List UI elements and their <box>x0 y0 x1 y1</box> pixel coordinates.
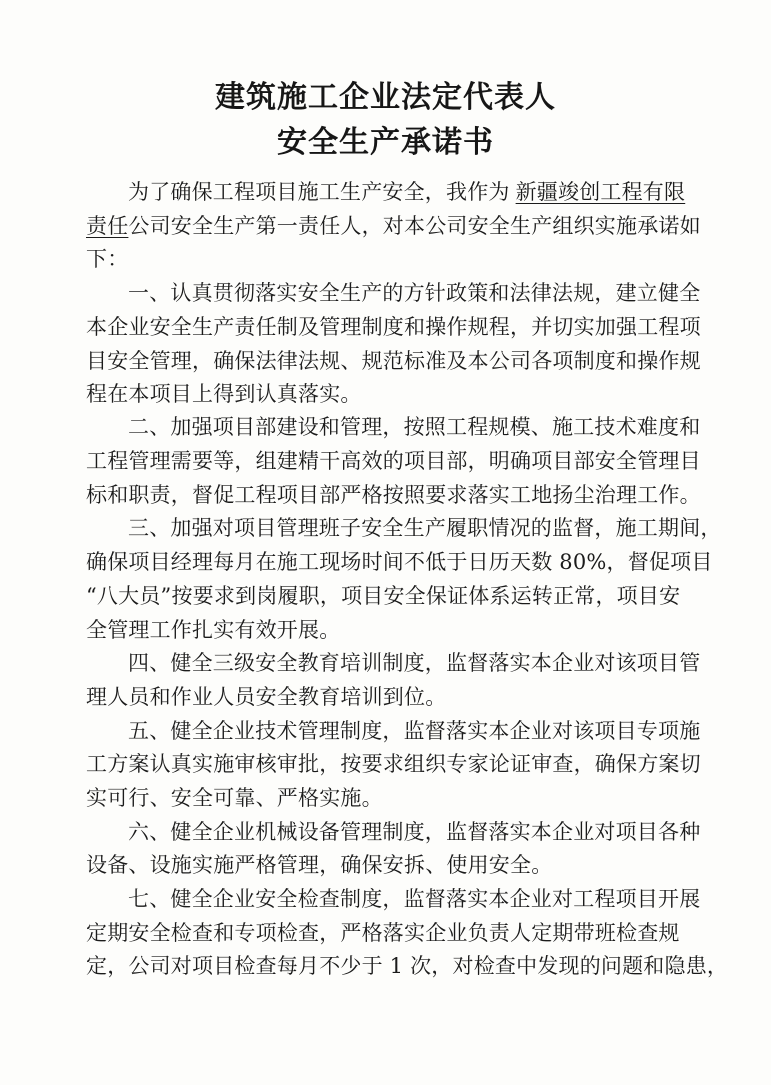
company-name-part-2: 责任 <box>86 214 129 238</box>
p6-line-1: 六、健全企业机械设备管理制度，监督落实本企业对项目各种 <box>128 820 701 844</box>
document-title-line-2: 安全生产承诺书 <box>277 125 494 160</box>
p1-line-2: 本企业安全生产责任制及管理制度和操作规程，并切实加强工程项 <box>86 315 701 339</box>
intro-line-1 <box>128 176 685 206</box>
p7-line-1: 七、健全企业安全检查制度，监督落实本企业对工程项目开展 <box>128 887 701 911</box>
company-name-part-1: 新疆竣创工程有限 <box>515 180 686 204</box>
p7-line-3: 定，公司对项目检查每月不少于 1 次，对检查中发现的问题和隐患， <box>86 954 729 978</box>
p6-line-2: 设备、设施实施严格管理，确保安拆、使用安全。 <box>86 853 553 877</box>
p2-line-2: 工程管理需要等，组建精干高效的项目部，明确项目部安全管理目 <box>86 449 701 473</box>
p1-line-1: 一、认真贯彻落实安全生产的方针政策和法律法规，建立健全 <box>128 281 701 305</box>
p2-line-3: 标和职责，督促工程项目部严格按照要求落实工地扬尘治理工作。 <box>86 483 701 507</box>
intro-suffix: 公司安全生产第一责任人，对本公司安全生产组织实施承诺如 <box>128 214 701 238</box>
p4-line-2: 理人员和作业人员安全教育培训到位。 <box>86 685 447 709</box>
p3-line-1: 三、加强对项目管理班子安全生产履职情况的监督，施工期间， <box>128 516 722 540</box>
p3-line-4: 全管理工作扎实有效开展。 <box>86 618 341 642</box>
p2-line-1: 二、加强项目部建设和管理，按照工程规模、施工技术难度和 <box>128 415 701 439</box>
p7-line-2: 定期安全检查和专项检查，严格落实企业负责人定期带班检查规 <box>86 921 680 945</box>
intro-prefix: 为了确保工程项目施工生产安全，我作为 <box>128 180 510 204</box>
p3-line-3: “八大员”按要求到岗履职，项目安全保证体系运转正常，项目安 <box>86 584 681 608</box>
p1-line-4: 程在本项目上得到认真落实。 <box>86 382 362 406</box>
p5-line-2: 工方案认真实施审核审批，按要求组织专家论证审查，确保方案切 <box>86 752 701 776</box>
document-title-line-1: 建筑施工企业法定代表人 <box>215 80 556 115</box>
p5-line-1: 五、健全企业技术管理制度，监督落实本企业对该项目专项施 <box>128 719 701 743</box>
intro-line-2 <box>86 210 701 240</box>
intro-line-3: 下： <box>86 247 129 271</box>
p3-line-2: 确保项目经理每月在施工现场时间不低于日历天数 80%，督促项目 <box>86 550 713 574</box>
p5-line-3: 实可行、安全可靠、严格实施。 <box>86 786 383 810</box>
p1-line-3: 目安全管理，确保法律法规、规范标准及本公司各项制度和操作规 <box>86 349 701 373</box>
p4-line-1: 四、健全三级安全教育培训制度，监督落实本企业对该项目管 <box>128 651 701 675</box>
